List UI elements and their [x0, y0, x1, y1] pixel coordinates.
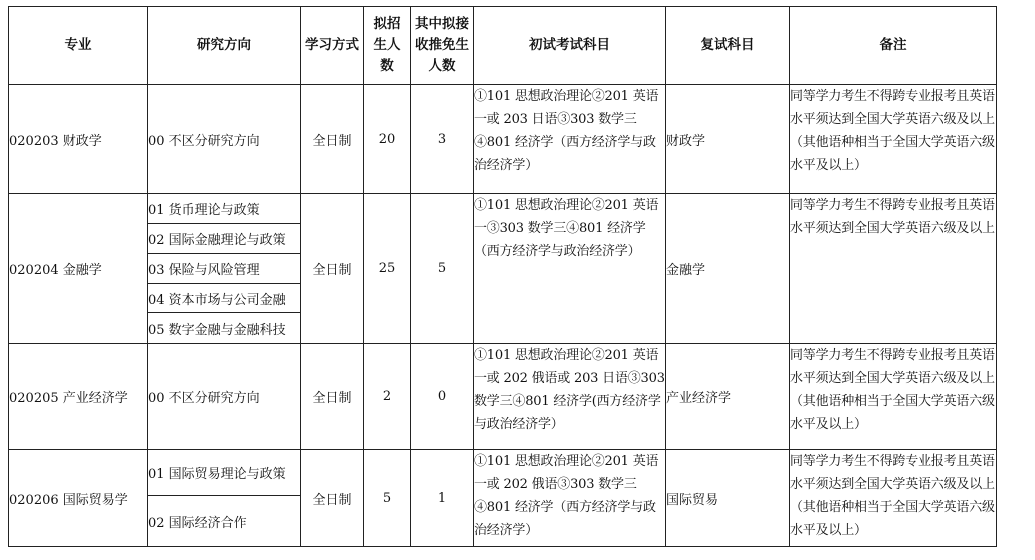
table-row [9, 450, 997, 496]
direction-cell: 01 国际贸易理论与政策 [148, 450, 301, 496]
header-major: 专业 [9, 7, 148, 85]
exempt-cell: 0 [411, 344, 474, 450]
table-row [9, 344, 997, 450]
note-cell: 同等学力考生不得跨专业报考且英语水平须达到全国大学英语六级及以上（其他语种相当于全国大学英语六级水平及以上） [790, 85, 997, 194]
major-cell: 020204 金融学 [9, 194, 148, 344]
major-cell: 020203 财政学 [9, 85, 148, 194]
exempt-cell: 5 [411, 194, 474, 344]
header-row [9, 7, 997, 85]
header-quota: 拟招生人数 [364, 7, 411, 85]
direction-cell: 00 不区分研究方向 [148, 344, 301, 450]
exam-subjects-cell: ①101 思想政治理论②201 英语一或 202 俄语③303 数学三④801 经济学（西方经济学与政治经济学） [474, 450, 666, 547]
direction-cell: 03 保险与风险管理 [148, 254, 301, 284]
major-cell: 020205 产业经济学 [9, 344, 148, 450]
major-cell: 020206 国际贸易学 [9, 450, 148, 547]
header-mode: 学习方式 [301, 7, 364, 85]
direction-cell: 00 不区分研究方向 [148, 85, 301, 194]
admission-table [8, 6, 997, 547]
retest-cell: 金融学 [666, 194, 790, 344]
direction-cell: 04 资本市场与公司金融 [148, 284, 301, 313]
direction-cell: 05 数字金融与金融科技 [148, 313, 301, 344]
exam-subjects-cell: ①101 思想政治理论②201 英语一或 203 日语③303 数学三④801 经济学（西方经济学与政治经济学） [474, 85, 666, 194]
direction-cell: 01 货币理论与政策 [148, 194, 301, 224]
quota-cell: 20 [364, 85, 411, 194]
header-note: 备注 [790, 7, 997, 85]
exam-subjects-cell: ①101 思想政治理论②201 英语一③303 数学三④801 经济学（西方经济学与政治经济学） [474, 194, 666, 344]
exam-subjects-cell: ①101 思想政治理论②201 英语一或 202 俄语或 203 日语③303 数学三④801 经济学(西方经济学与政治经济学） [474, 344, 666, 450]
note-cell: 同等学力考生不得跨专业报考且英语水平须达到全国大学英语六级及以上 [790, 194, 997, 344]
direction-cell: 02 国际金融理论与政策 [148, 224, 301, 254]
retest-cell: 国际贸易 [666, 450, 790, 547]
mode-cell: 全日制 [301, 344, 364, 450]
retest-cell: 产业经济学 [666, 344, 790, 450]
mode-cell: 全日制 [301, 85, 364, 194]
quota-cell: 5 [364, 450, 411, 547]
table-row [9, 85, 997, 194]
header-exam: 初试考试科目 [474, 7, 666, 85]
direction-cell: 02 国际经济合作 [148, 496, 301, 547]
exempt-cell: 3 [411, 85, 474, 194]
note-cell: 同等学力考生不得跨专业报考且英语水平须达到全国大学英语六级及以上（其他语种相当于全国大学英语六级水平及以上） [790, 450, 997, 547]
quota-cell: 25 [364, 194, 411, 344]
mode-cell: 全日制 [301, 194, 364, 344]
table-row [9, 194, 997, 224]
mode-cell: 全日制 [301, 450, 364, 547]
header-exempt: 其中拟接收推免生人数 [411, 7, 474, 85]
note-cell: 同等学力考生不得跨专业报考且英语水平须达到全国大学英语六级及以上（其他语种相当于全国大学英语六级水平及以上） [790, 344, 997, 450]
header-direction: 研究方向 [148, 7, 301, 85]
exempt-cell: 1 [411, 450, 474, 547]
header-retest: 复试科目 [666, 7, 790, 85]
quota-cell: 2 [364, 344, 411, 450]
retest-cell: 财政学 [666, 85, 790, 194]
